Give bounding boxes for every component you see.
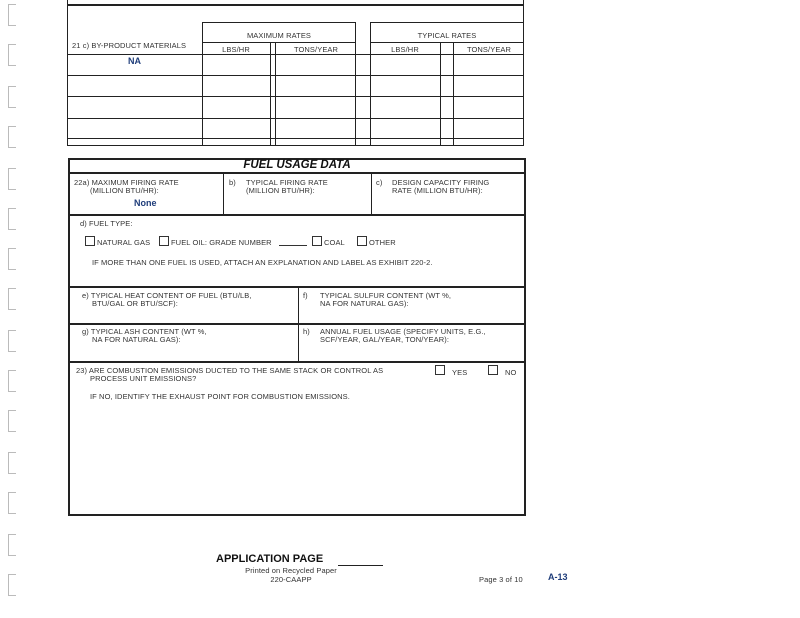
fuel-oil-checkbox[interactable] xyxy=(159,236,169,246)
q22f-line1: TYPICAL SULFUR CONTENT (WT %, xyxy=(320,291,452,300)
binder-mark xyxy=(8,44,16,66)
other-label: OTHER xyxy=(369,238,396,247)
binder-mark xyxy=(8,534,16,556)
recycled-paper-note: Printed on Recycled Paper xyxy=(245,566,337,575)
binder-mark xyxy=(8,410,16,432)
q23-line2: PROCESS UNIT EMISSIONS? xyxy=(90,374,197,383)
binder-mark xyxy=(8,574,16,596)
q22h-line1: ANNUAL FUEL USAGE (SPECIFY UNITS, E.G., xyxy=(320,327,486,336)
binder-mark xyxy=(8,168,16,190)
multi-fuel-note: IF MORE THAN ONE FUEL IS USED, ATTACH AN EXPLANATION AND LABEL AS EXHIBIT 220-2. xyxy=(92,258,433,267)
typical-lbs-hr-header: LBS/HR xyxy=(391,45,419,54)
binder-mark xyxy=(8,288,16,310)
max-lbs-hr-header: LBS/HR xyxy=(222,45,250,54)
application-page-label: APPLICATION PAGE xyxy=(216,553,324,565)
q22h-line2: SCF/YEAR, GAL/YEAR, TON/YEAR): xyxy=(320,335,450,344)
q23-line1: 23) ARE COMBUSTION EMISSIONS DUCTED TO THE SAME STACK OR CONTROL AS xyxy=(76,366,384,375)
byproduct-value: NA xyxy=(128,56,141,66)
form-id: 220-CAAPP xyxy=(270,575,312,584)
yes-checkbox[interactable] xyxy=(435,365,445,375)
q22c-unit: RATE (MILLION BTU/HR): xyxy=(392,186,483,195)
q22d-label: d) FUEL TYPE: xyxy=(80,219,133,228)
binder-mark xyxy=(8,208,16,230)
binder-mark xyxy=(8,248,16,270)
q22e-line1: e) TYPICAL HEAT CONTENT OF FUEL (BTU/LB, xyxy=(82,291,252,300)
q22a-value: None xyxy=(134,198,157,208)
q22c-label: DESIGN CAPACITY FIRING xyxy=(392,178,490,187)
q22e-line2: BTU/GAL OR BTU/SCF): xyxy=(92,299,178,308)
binder-mark xyxy=(8,330,16,352)
q22c-num: c) xyxy=(376,178,383,187)
fuel-oil-label: FUEL OIL: GRADE NUMBER xyxy=(171,238,272,247)
q22f-line2: NA FOR NATURAL GAS): xyxy=(320,299,409,308)
no-checkbox[interactable] xyxy=(488,365,498,375)
binder-mark xyxy=(8,492,16,514)
coal-checkbox[interactable] xyxy=(312,236,322,246)
q23-note: IF NO, IDENTIFY THE EXHAUST POINT FOR COMBUSTION EMISSIONS. xyxy=(90,392,350,401)
q22b-num: b) xyxy=(229,178,236,187)
q22b-unit: (MILLION BTU/HR): xyxy=(246,186,315,195)
q22b-label: TYPICAL FIRING RATE xyxy=(246,178,328,187)
typical-rates-header: TYPICAL RATES xyxy=(417,31,477,40)
binder-mark xyxy=(8,4,16,26)
byproduct-label: 21 c) BY-PRODUCT MATERIALS xyxy=(72,41,187,50)
binder-mark xyxy=(8,126,16,148)
natural-gas-checkbox[interactable] xyxy=(85,236,95,246)
binder-mark xyxy=(8,86,16,108)
max-rates-header: MAXIMUM RATES xyxy=(246,31,312,40)
q22h-num: h) xyxy=(303,327,310,336)
q22a-label: 22a) MAXIMUM FIRING RATE xyxy=(74,178,179,187)
grade-number-blank[interactable] xyxy=(279,245,307,246)
coal-label: COAL xyxy=(324,238,345,247)
page-code: A-13 xyxy=(548,572,568,582)
page-number: Page 3 of 10 xyxy=(479,575,523,584)
yes-label: YES xyxy=(452,368,468,377)
max-tons-year-header: TONS/YEAR xyxy=(293,45,339,54)
q22g-line2: NA FOR NATURAL GAS): xyxy=(92,335,181,344)
no-label: NO xyxy=(505,368,517,377)
q22a-unit: (MILLION BTU/HR): xyxy=(90,186,159,195)
binder-mark xyxy=(8,370,16,392)
q22f-num: f) xyxy=(303,291,308,300)
natural-gas-label: NATURAL GAS xyxy=(97,238,151,247)
fuel-usage-title: FUEL USAGE DATA xyxy=(243,159,351,171)
binder-mark xyxy=(8,452,16,474)
other-checkbox[interactable] xyxy=(357,236,367,246)
q22g-line1: g) TYPICAL ASH CONTENT (WT %, xyxy=(82,327,207,336)
typical-tons-year-header: TONS/YEAR xyxy=(466,45,512,54)
